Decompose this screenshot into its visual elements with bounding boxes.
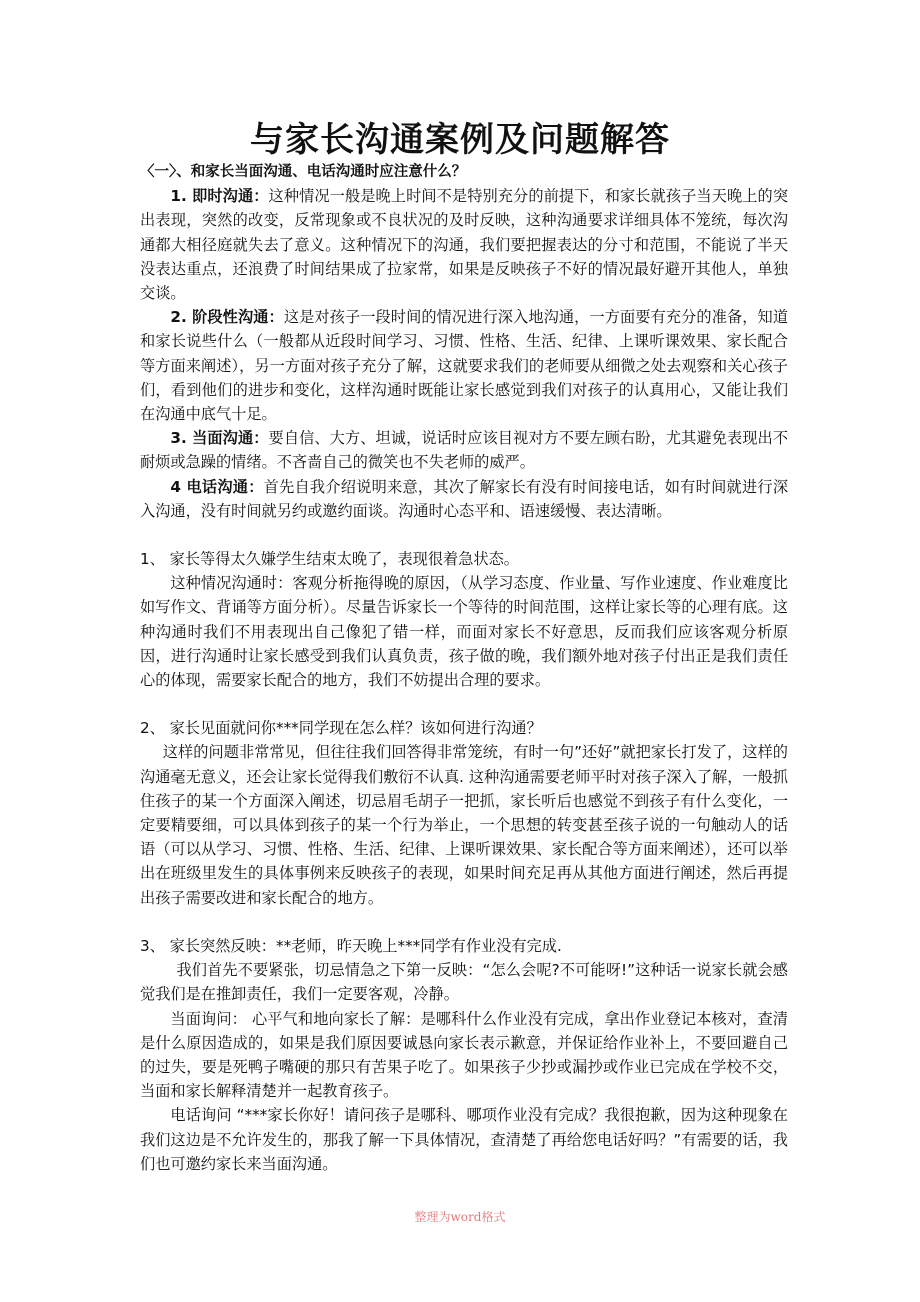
item-text: 这种情况一般是晚上时间不是特别充分的前提下，和家长就孩子当天晚上的突出表现，突然的改变，反常现象或不良状况的及时反映，这种沟通要求详细具体不笼统，每次沟通都大相径庭就失去了意义。这种情况下的沟通，我们要把握表达的分寸和范围，不能说了半天没表达重点，还浪费了时间结果成了拉家常，如果是反映孩子不好的情况最好避开其他人，单独交谈。: [140, 187, 789, 303]
section-heading: 〈一〉、和家长当面沟通、电话沟通时应注意什么？: [140, 164, 467, 180]
item-phone: [140, 475, 788, 523]
case-answer: 电话询问 “***家长你好！请问孩子是哪科、哪项作业没有完成？我很抱歉，因为这种现象在我们这边是不允许发生的，那我了解一下具体情况，查清楚了再给您电话好吗？”有需要的话，我们也可邀约家长来当面沟通。: [140, 1106, 788, 1173]
case-question: 3、 家长突然反映：**老师，昨天晚上***同学有作业没有完成.: [140, 936, 562, 955]
item-face-to-face: [140, 426, 788, 474]
page-footer: 整理为word格式: [414, 1210, 506, 1224]
case-answer: 这样的问题非常常见，但往往我们回答得非常笼统，有时一句”还好”就把家长打发了，这样的沟通毫无意义，还会让家长觉得我们敷衍不认真. 这种沟通需要老师平时对孩子深入了解，一般抓住孩子的某一个方面深入阐述，切忌眉毛胡子一把抓，家长听后也感觉不到孩子有什么变化，一定要精要细，可以具体到孩子的某一个行为举止，一个思想的转变甚至孩子说的一句触动人的话语（可以从学习、习惯、性格、生活、纪律、上课听课效果、家长配合等方面来阐述），还可以举出在班级里发生的具体事例来反映孩子的表现，如果时间充足再从其他方面进行阐述，然后再提出孩子需要改进和家长配合的地方。: [140, 743, 788, 907]
item-label: 1. 即时沟通：: [170, 187, 269, 206]
item-periodic: [140, 305, 788, 426]
case-question: 1、 家长等得太久嫌学生结束太晚了，表现很着急状态。: [140, 550, 519, 569]
spacer: [140, 910, 788, 934]
item-text: 要自信、大方、坦诚，说话时应该目视对方不要左顾右盼，尤其避免表现出不耐烦或急躁的情绪。不吝啬自己的微笑也不失老师的威严。: [140, 429, 789, 472]
case-answer: 我们首先不要紧张，切忌情急之下第一反映：“怎么会呢?不可能呀!”这种话一说家长就会感觉我们是在推卸责任，我们一定要客观，冷静。: [140, 961, 788, 1004]
item-label: 3. 当面沟通：: [170, 429, 269, 448]
case-answer: 当面询问： 心平气和地向家长了解：是哪科什么作业没有完成，拿出作业登记本核对，查清是什么原因造成的，如果是我们原因要诚恳向家长表示歉意，并保证给作业补上，不要回避自己的过失，要是死鸭子嘴硬的那只有苦果子吃了。如果孩子少抄或漏抄或作业已完成在学校不交，当面和家长解释清楚并一起教育孩子。: [140, 1009, 788, 1101]
spacer: [140, 523, 788, 547]
item-text: 这是对孩子一段时间的情况进行深入地沟通，一方面要有充分的准备，知道和家长说些什么（一般都从近段时间学习、习惯、性格、生活、纪律、上课听课效果、家长配合等方面来阐述），另一方面对孩子充分了解，这就要求我们的老师要从细微之处去观察和关心孩子们，看到他们的进步和变化，这样沟通时既能让家长感觉到我们对孩子的认真用心，又能让我们在沟通中底气十足。: [140, 308, 789, 424]
item-immediate: [140, 184, 788, 305]
document-title: 与家长沟通案例及问题解答: [250, 120, 670, 160]
item-label: 4 电话沟通：: [170, 477, 264, 496]
document-body: [140, 160, 788, 1176]
item-label: 2. 阶段性沟通：: [170, 308, 284, 327]
spacer: [140, 692, 788, 716]
item-text: 首先自我介绍说明来意，其次了解家长有没有时间接电话，如有时间就进行深入沟通，没有时间就另约或邀约面谈。沟通时心态平和、语速缓慢、表达清晰。: [140, 477, 789, 520]
case-question: 2、 家长见面就问你***同学现在怎么样？该如何进行沟通？: [140, 719, 542, 738]
case-answer: 这种情况沟通时：客观分析拖得晚的原因，（从学习态度、作业量、写作业速度、作业难度比如写作文、背诵等方面分析）。尽量告诉家长一个等待的时间范围，这样让家长等的心理有底。这种沟通时我们不用表现出自己像犯了错一样，而面对家长不好意思，反而我们应该客观分析原因，进行沟通时让家长感受到我们认真负责，孩子做的晚，我们额外地对孩子付出正是我们责任心的体现，需要家长配合的地方，我们不妨提出合理的要求。: [140, 574, 788, 690]
